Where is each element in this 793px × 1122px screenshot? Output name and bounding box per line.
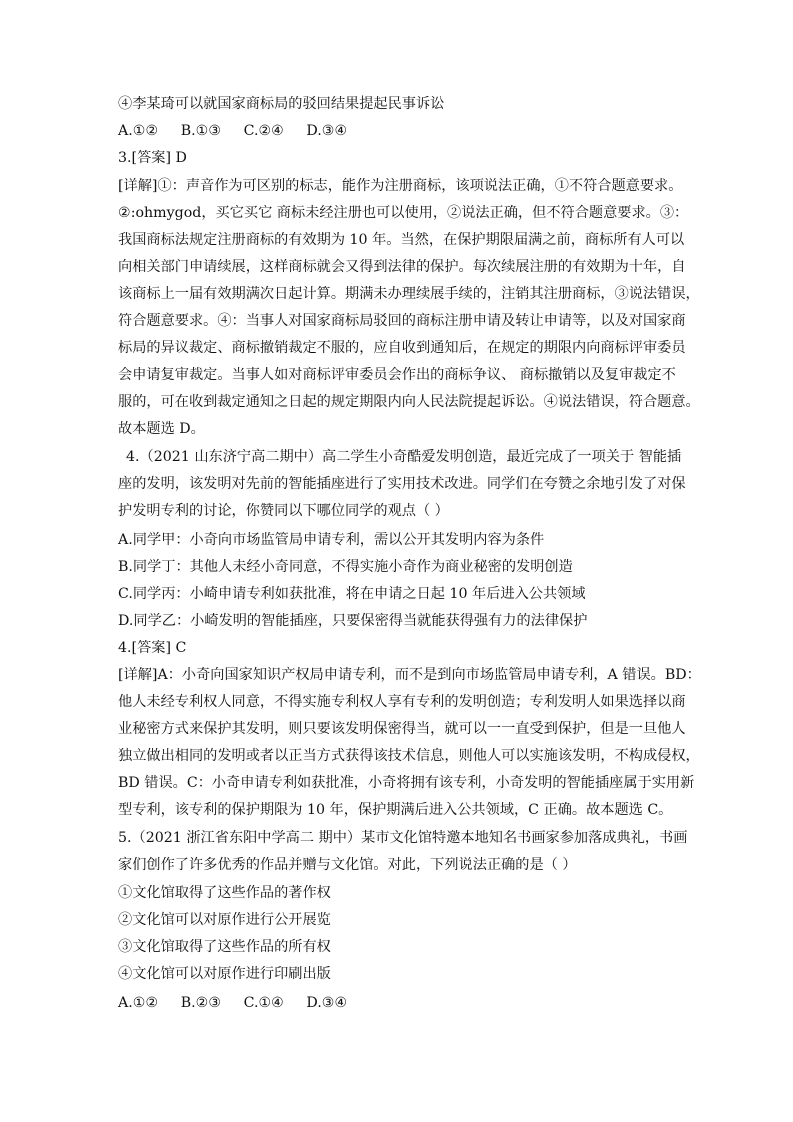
explain-3-line: 会申请复审裁定。当事人如对商标评审委员会作出的商标争议、 商标撤销以及复审裁定不 (118, 367, 676, 383)
q4-option-b: B.同学丁：其他人未经小奇同意，不得实施小奇作为商业秘密的发明创造 (118, 559, 573, 575)
explain-3-line: [详解]①：声音作为可区别的标志，能作为注册商标，该项说法正确，①不符合题意要求。 (118, 178, 683, 194)
question-5-stem: 家们创作了许多优秀的作品并赠与文化馆。对此，下列说法正确的是（ ） (118, 857, 577, 873)
question-5-stem: 5.（2021 浙江省东阳中学高二 期中）某市文化馆特邀本地知名书画家参加落成典礼，书画 (118, 830, 688, 846)
q4-option-d: D.同学乙：小崎发明的智能插座，只要保密得当就能获得强有力的法律保护 (118, 613, 588, 629)
q5-option-a: A.①② (118, 995, 159, 1011)
q2-option-d: D.③④ (306, 123, 348, 139)
answer-4: 4.[答案] C (118, 640, 187, 656)
answer-3: 3.[答案] D (118, 150, 187, 166)
explain-4-line: 业秘密方式来保护其发明，则只要该发明保密得当，就可以一一直受到保护，但是一旦他人 (118, 721, 686, 737)
question-4-stem: 座的发明，该发明对先前的智能插座进行了实用技术改进。同学们在夸赞之余地引发了对保 (118, 476, 686, 492)
q5-item-2: ②文化馆可以对原作进行公开展览 (118, 912, 331, 928)
q5-item-1: ①文化馆取得了这些作品的著作权 (118, 885, 331, 901)
q2-options (118, 121, 365, 141)
q2-option-a: A.①② (118, 123, 159, 139)
q5-options (118, 993, 365, 1013)
explain-3-line: 我国商标法规定注册商标的有效期为 10 年。当然，在保护期限届满之前，商标所有人可以 (118, 232, 685, 248)
explain-4-line: 独立做出相同的发明或者以正当方式获得该技术信息，则他人可以实施该发明，不构成侵权， (118, 748, 700, 764)
q5-option-b: B.②③ (180, 995, 222, 1011)
explain-3-line: 向相关部门申请续展，这样商标就会又得到法律的保护。每次续展注册的有效期为十年，自 (118, 259, 686, 275)
explain-3-line: 符合题意要求。④：当事人对国家商标局驳回的商标注册申请及转让申请等，以及对国家商 (118, 313, 686, 329)
q2-item-4: ④李某琦可以就国家商标局的驳回结果提起民事诉讼 (118, 96, 445, 112)
explain-4-line: BD 错误。C：小奇申请专利如获批准，小奇将拥有该专利，小奇发明的智能插座属于实用新 (118, 775, 695, 791)
explain-3-line: 服的，可在收到裁定通知之日起的规定期限内向人民法院提起诉讼。④说法错误，符合题意。 (118, 394, 700, 410)
q5-option-d: D.③④ (306, 995, 348, 1011)
explain-3-line: ②:ohmygod，买它买它 商标未经注册也可以使用，②说法正确，但不符合题意要求。③： (118, 205, 689, 221)
q5-item-4: ④文化馆可以对原作进行印刷出版 (118, 966, 331, 982)
question-4-stem: 护发明专利的讨论，你赞同以下哪位同学的观点（ ） (118, 503, 449, 519)
q5-item-3: ③文化馆取得了这些作品的所有权 (118, 939, 331, 955)
q4-option-a: A.同学甲：小奇向市场监管局申请专利，需以公开其发明内容为条件 (118, 532, 545, 548)
explain-3-line: 标局的异议裁定、商标撤销裁定不服的，应自收到通知后，在规定的期限内向商标评审委员 (118, 340, 686, 356)
explain-4-line: [详解]A：小奇向国家知识产权局申请专利，而不是到向市场监管局申请专利，A 错误。BD： (118, 667, 701, 683)
question-4-stem: 4.（2021 山东济宁高二期中）高二学生小奇酷爱发明创造，最近完成了一项关于 智能插 (126, 449, 682, 465)
q4-option-c: C.同学丙：小崎申请专利如获批准，将在申请之日起 10 年后进入公共领域 (118, 586, 586, 602)
explain-4-line: 他人未经专利权人同意，不得实施专利权人享有专利的发明创造；专利发明人如果选择以商 (118, 694, 686, 710)
explain-3-line: 该商标上一届有效期满次日起计算。期满未办理续展手续的，注销其注册商标，③说法错误， (118, 286, 700, 302)
q2-option-c: C.②④ (243, 123, 284, 139)
explain-3-line: 故本题选 D。 (118, 421, 205, 437)
q2-option-b: B.①③ (180, 123, 222, 139)
q5-option-c: C.①④ (243, 995, 284, 1011)
explain-4-line: 型专利，该专利的保护期限为 10 年，保护期满后进入公共领域，C 正确。故本题选 C。 (118, 802, 673, 818)
